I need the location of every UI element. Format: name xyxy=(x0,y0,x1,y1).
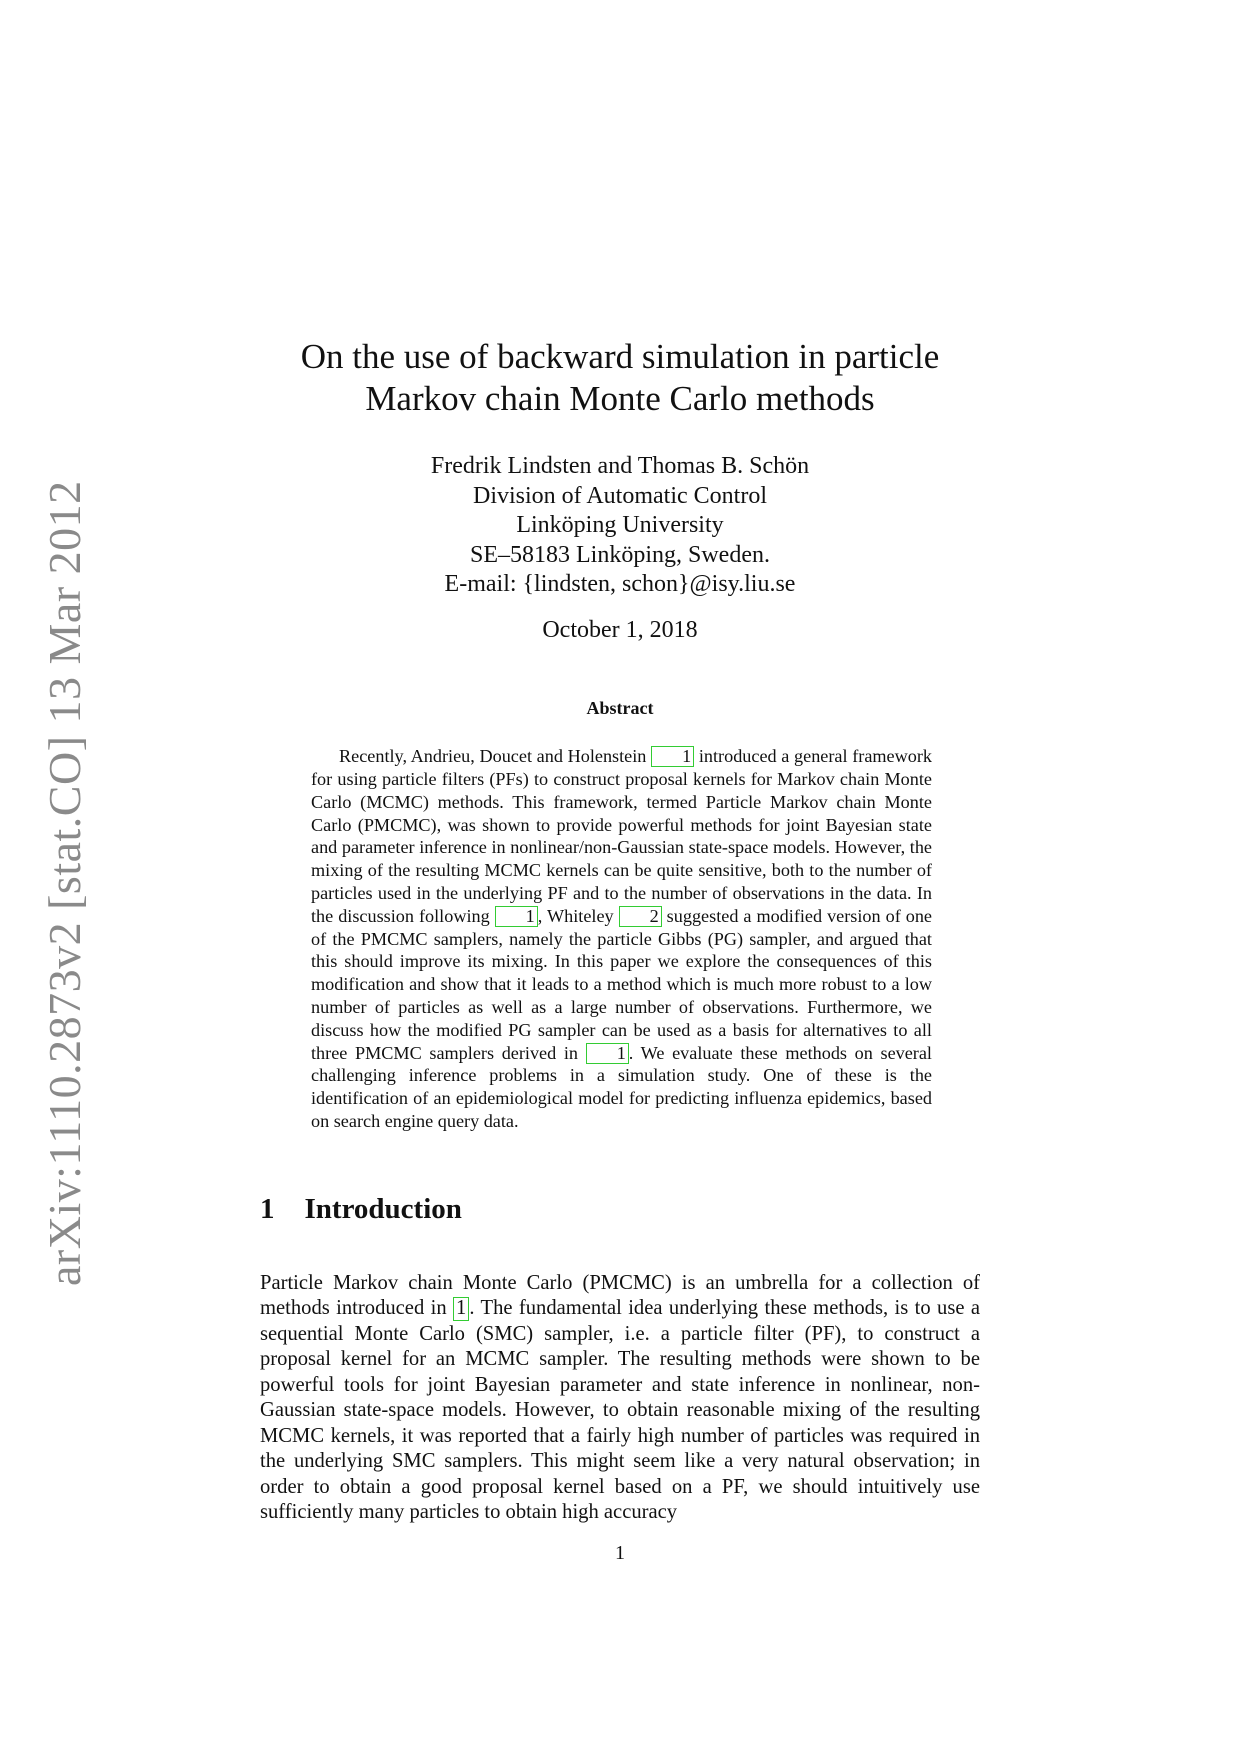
abstract-text-1: Recently, Andrieu, Doucet and Holenstein xyxy=(339,746,652,767)
title-line-2: Markov chain Monte Carlo methods xyxy=(365,379,875,418)
section-number: 1 xyxy=(260,1193,275,1225)
page-number: 1 xyxy=(615,1542,625,1564)
introduction-paragraph xyxy=(260,1271,980,1526)
citation-link[interactable]: 1 xyxy=(453,1297,469,1321)
section-title: Introduction xyxy=(304,1193,462,1225)
intro-text-2: . The fundamental idea underlying these methods, is to use a sequential Monte Carlo (SMC) sampler, i.e. a particle filter (PF), to construct a proposal kernel for an MCMC sampler. The resulting methods were shown to be powerful tools for joint Bayesian parameter and state inference in nonlinear, non-Gaussian state-space models. However, to obtain reasonable mixing of the resulting MCMC kernels, it was reported that a fairly high number of particles was required in the underlying SMC samplers. This might seem like a very natural observation; in order to obtain a good proposal kernel based on a PF, we should intuitively use sufficiently many particles to obtain high accuracy xyxy=(260,1297,980,1524)
arxiv-identifier-stamp: arXiv:1110.2873v2 [stat.CO] 13 Mar 2012 xyxy=(39,480,90,1286)
author-address: SE–58183 Linköping, Sweden. xyxy=(470,541,770,568)
author-university: Linköping University xyxy=(516,512,724,538)
abstract-text-4: suggested a modified version of one of the PMCMC samplers, namely the particle Gibbs (PG) sampler, and argued that this should improve its mixing. In this paper we explore the consequences of this modification and show that it leads to a method which is much more robust to a low number of particles as well as a large number of observations. Furthermore, we discuss how the modified PG sampler can be used as a basis for alternatives to all three PMCMC samplers derived in xyxy=(311,905,932,1063)
author-email[interactable]: E-mail: {lindsten, schon}@isy.liu.se xyxy=(444,571,796,597)
author-division: Division of Automatic Control xyxy=(473,482,767,509)
citation-link[interactable]: 1 xyxy=(651,746,694,767)
author-block xyxy=(300,452,940,600)
abstract-text-3: , Whiteley xyxy=(537,905,619,926)
citation-link[interactable]: 1 xyxy=(495,906,538,927)
author-names: Fredrik Lindsten and Thomas B. Schön xyxy=(430,453,810,479)
citation-link[interactable]: 2 xyxy=(619,906,662,927)
paper-date: October 1, 2018 xyxy=(542,617,698,643)
title-line-1: On the use of backward simulation in particle xyxy=(300,337,940,376)
abstract-text-5: . We evaluate these methods on several challenging inference problems in a simulation study. One of these is the identification of an epidemiological model for predicting influenza epidemics, based on search engine query data. xyxy=(311,1042,932,1131)
abstract-text-2: introduced a general framework for using particle filters (PFs) to construct proposal kernels for Markov chain Monte Carlo (MCMC) methods. This framework, termed Particle Markov chain Monte Carlo (PMCMC), was shown to provide powerful methods for joint Bayesian state and parameter inference in nonlinear/non-Gaussian state-space models. However, the mixing of the resulting MCMC kernels can be quite sensitive, both to the number of particles used in the underlying PF and to the number of observations in the data. In the discussion following xyxy=(311,746,932,926)
abstract-heading: Abstract xyxy=(586,698,654,718)
section-heading-introduction xyxy=(260,1193,462,1226)
citation-link[interactable]: 1 xyxy=(586,1043,629,1064)
paper-title xyxy=(250,336,990,420)
intro-text-1: Particle Markov chain Monte Carlo (PMCMC) is an umbrella for a collection of methods introduced in xyxy=(260,1271,980,1320)
abstract-body xyxy=(311,745,932,1133)
